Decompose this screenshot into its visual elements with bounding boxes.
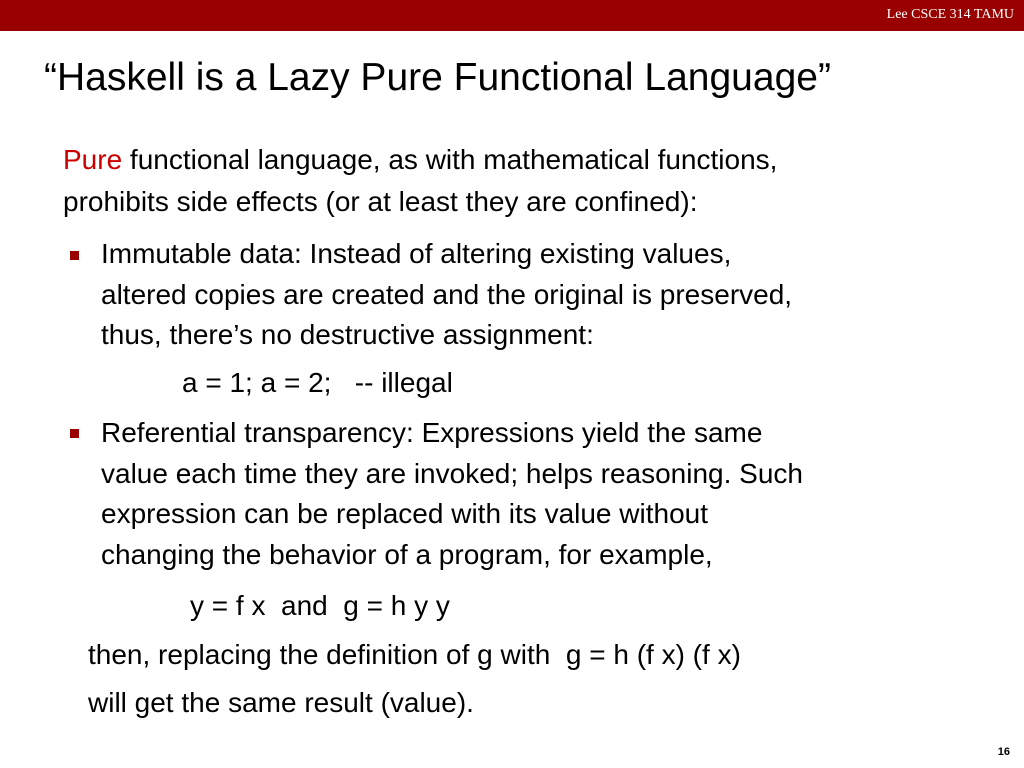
bullet-square-icon (70, 251, 79, 260)
intro-line-1-text: functional language, as with mathematical functions, (122, 144, 778, 175)
pure-keyword: Pure (63, 144, 123, 175)
course-label: Lee CSCE 314 TAMU (886, 7, 1014, 22)
bullet-1-line-2: altered copies are created and the original is preserved, (101, 279, 793, 310)
replacement-line: then, replacing the definition of g with g = h (f x) (f x) (88, 639, 741, 670)
example-definitions: y = f x and g = h y y (190, 590, 450, 621)
result-line: will get the same result (value). (88, 687, 474, 718)
bullet-2-line-1: Referential transparency: Expressions yield the same (101, 417, 763, 448)
header-bar (0, 0, 1024, 31)
bullet-2-line-4: changing the behavior of a program, for example, (101, 539, 713, 570)
bullet-1-line-1: Immutable data: Instead of altering existing values, (101, 238, 732, 269)
page-number: 16 (997, 746, 1010, 758)
bullet-2-line-3: expression can be replaced with its value without (101, 498, 709, 529)
bullet-square-icon (70, 429, 79, 438)
example-illegal-assignment: a = 1; a = 2; -- illegal (182, 367, 453, 398)
bullet-1-line-3: thus, there’s no destructive assignment: (101, 319, 594, 350)
bullet-2-line-2: value each time they are invoked; helps reasoning. Such (101, 458, 803, 489)
intro-line-2: prohibits side effects (or at least they are confined): (63, 186, 698, 217)
intro-line-1 (63, 140, 777, 180)
slide-title: “Haskell is a Lazy Pure Functional Language” (44, 56, 831, 99)
